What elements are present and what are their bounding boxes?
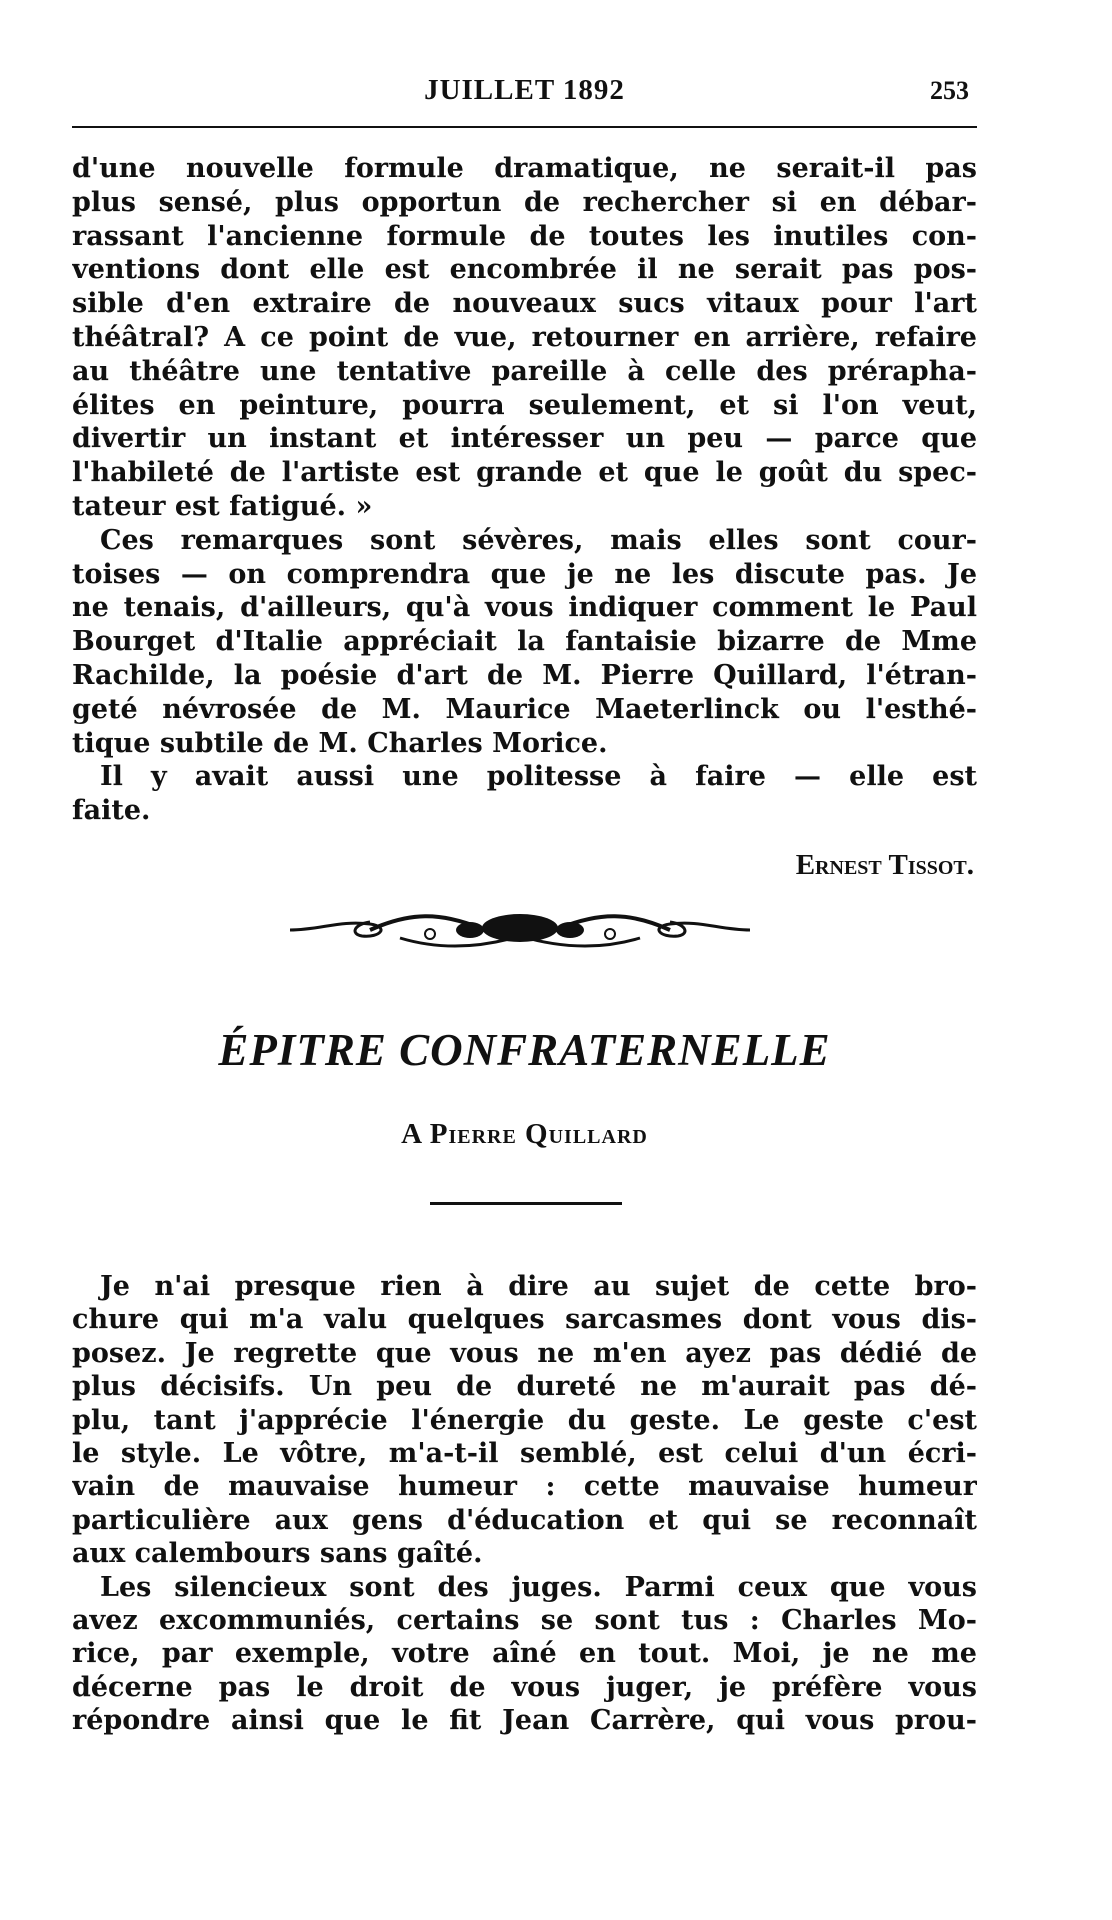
text-line: l'habileté de l'artiste est grande et que le goût du spec- [72,457,977,489]
text-line: répondre ainsi que le fit Jean Carrère, qui vous prou- [72,1705,977,1737]
text-line: particulière aux gens d'éducation et qui se reconnaît [72,1504,977,1536]
running-title: JUILLET 1892 [424,74,625,106]
article-text [72,1270,977,1737]
page-number: 253 [930,76,969,105]
text-line: ventions dont elle est encombrée il ne serait pas pos- [72,254,977,286]
author-signature: Ernest Tissot. [795,849,974,881]
text-line: théâtral? A ce point de vue, retourner en arrière, refaire [72,321,977,353]
article-title: ÉPITRE CONFRATERNELLE [218,1025,831,1075]
text-line: Il y avait aussi une politesse à faire — elle est [100,761,977,793]
text-line: rice, par exemple, votre aîné en tout. Moi, je ne me [72,1638,977,1670]
review-text [72,152,977,828]
text-line: geté névrosée de M. Maurice Maeterlinck ou l'esthé- [72,693,977,725]
text-line: Ces remarques sont sévères, mais elles sont cour- [100,524,977,556]
header-rule [72,126,977,128]
text-line: toises — on comprendra que je ne les discute pas. Je [72,558,977,590]
title-rule [430,1202,622,1205]
text-line: sible d'en extraire de nouveaux sucs vitaux pour l'art [72,288,977,320]
text-line: décerne pas le droit de vous juger, je préfère vous [72,1671,977,1703]
text-line: tateur est fatigué. » [72,490,373,522]
running-header [72,74,977,122]
text-line: posez. Je regrette que vous ne m'en ayez pas dédié de [72,1337,977,1369]
text-line: avez excommuniés, certains se sont tus : Charles Mo- [72,1604,977,1636]
text-line: divertir un instant et intéresser un peu — parce que [72,423,977,455]
text-line: élites en peinture, pourra seulement, et si l'on veut, [72,389,977,421]
text-line: Rachilde, la poésie d'art de M. Pierre Quillard, l'étran- [72,659,977,691]
text-line: au théâtre une tentative pareille à celle des prérapha- [72,355,977,387]
text-line: vain de mauvaise humeur : cette mauvaise humeur [72,1471,977,1503]
article-dedication: A Pierre Quillard [401,1118,648,1150]
text-line: plus décisifs. Un peu de dureté ne m'aurait pas dé- [72,1371,977,1403]
text-line: plus sensé, plus opportun de rechercher si en débar- [72,186,977,218]
text-line: tique subtile de M. Charles Morice. [72,727,608,759]
text-line: chure qui m'a valu quelques sarcasmes dont vous dis- [72,1304,977,1336]
text-line: Je n'ai presque rien à dire au sujet de cette bro- [100,1271,977,1302]
text-line: aux calembours sans gaîté. [72,1538,483,1570]
ornament-divider [280,908,760,952]
text-line: Bourget d'Italie appréciait la fantaisie bizarre de Mme [72,626,977,658]
text-line: faite. [72,795,151,827]
text-line: rassant l'ancienne formule de toutes les inutiles con- [72,220,977,252]
text-line: Les silencieux sont des juges. Parmi ceux que vous [100,1571,977,1603]
text-line: ne tenais, d'ailleurs, qu'à vous indiquer comment le Paul [72,592,977,624]
text-line: plu, tant j'apprécie l'énergie du geste. Le geste c'est [72,1404,977,1436]
text-line: d'une nouvelle formule dramatique, ne serait-il pas [72,153,977,184]
text-line: le style. Le vôtre, m'a-t-il semblé, est celui d'un écri- [72,1437,977,1469]
